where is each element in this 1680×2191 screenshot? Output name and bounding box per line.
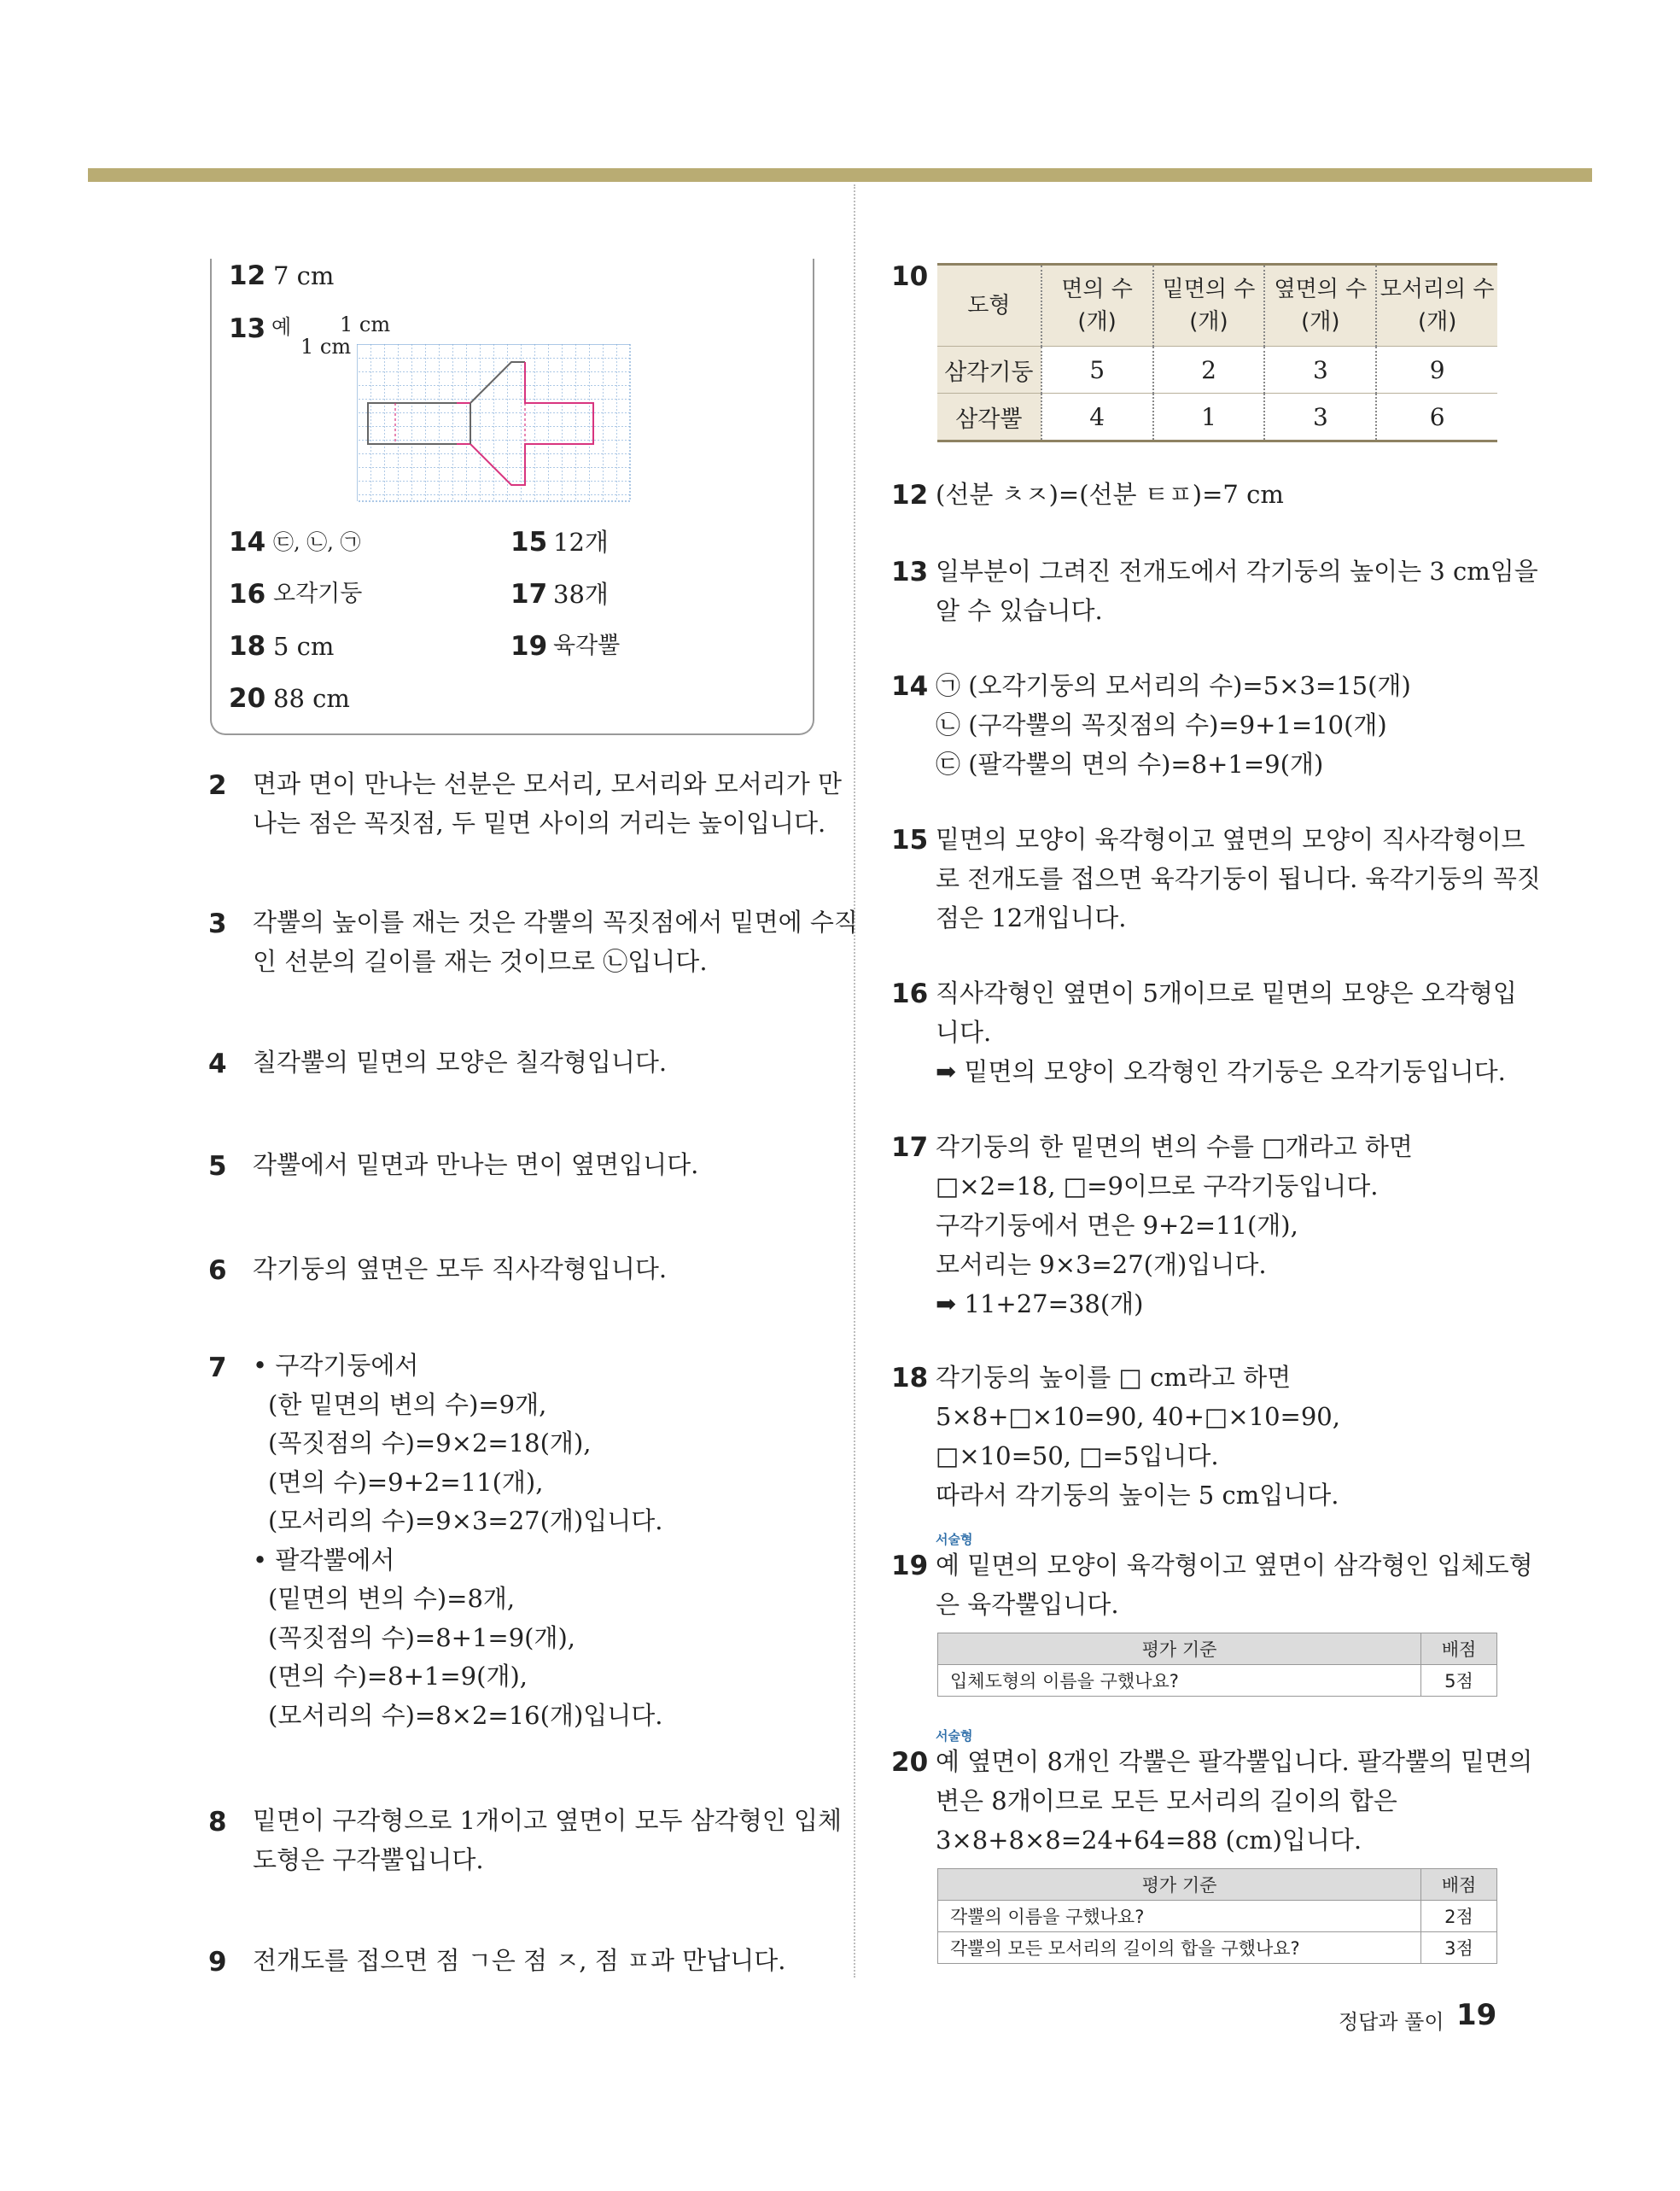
question-number: 7 bbox=[208, 1353, 227, 1383]
answer-text: 12개 bbox=[553, 528, 609, 557]
answer-text: 오각기둥 bbox=[273, 581, 363, 607]
table-cell: 1 bbox=[1153, 394, 1265, 441]
page-number: 19 bbox=[1456, 1998, 1497, 2032]
question-number: 12 bbox=[891, 480, 929, 511]
table-header: 평가 기준 bbox=[938, 1633, 1421, 1665]
table-cell: 3 bbox=[1264, 347, 1376, 394]
answer-number: 13 bbox=[229, 313, 266, 344]
descriptive-tag: 서술형 bbox=[936, 1532, 973, 1547]
scoring-table bbox=[937, 1868, 1497, 1964]
answer-text: 88 cm bbox=[273, 684, 350, 713]
table-row bbox=[938, 1932, 1497, 1964]
answer-number: 20 bbox=[229, 683, 266, 714]
table-cell: 3점 bbox=[1421, 1932, 1497, 1964]
table-cell: 각뿔의 모든 모서리의 길이의 합을 구했나요? bbox=[938, 1932, 1421, 1964]
answer-text: 7 cm bbox=[273, 261, 335, 290]
table-cell: 9 bbox=[1376, 347, 1497, 394]
table-header: 옆면의 수 (개) bbox=[1264, 265, 1376, 347]
table-cell: 5 bbox=[1041, 347, 1153, 394]
answer-number: 15 bbox=[510, 527, 548, 558]
table-cell: 5점 bbox=[1421, 1665, 1497, 1697]
table-cell: 삼각기둥 bbox=[937, 347, 1041, 394]
question-number: 18 bbox=[891, 1363, 929, 1393]
table-row bbox=[938, 1901, 1497, 1932]
table-cell: 6 bbox=[1376, 394, 1497, 441]
table-header: 배점 bbox=[1421, 1869, 1497, 1901]
table-cell: 4 bbox=[1041, 394, 1153, 441]
top-accent-bar bbox=[88, 168, 1592, 182]
answer-number: 16 bbox=[229, 579, 266, 610]
table-header: 면의 수 (개) bbox=[1041, 265, 1153, 347]
net-diagram bbox=[357, 344, 632, 503]
table-cell: 입체도형의 이름을 구했나요? bbox=[938, 1665, 1421, 1697]
net-label-left: 1 cm bbox=[300, 335, 352, 359]
face-count-table bbox=[937, 263, 1497, 442]
answer-text: ㉢, ㉡, ㉠ bbox=[273, 530, 361, 554]
table-header: 배점 bbox=[1421, 1633, 1497, 1665]
table-cell: 3 bbox=[1264, 394, 1376, 441]
question-number: 16 bbox=[891, 979, 929, 1009]
explanation-text: 각뿔의 높이를 재는 것은 각뿔의 꼭짓점에서 밑면에 수직 인 선분의 길이를 재는 것이므로 ㉡입니다. bbox=[253, 908, 858, 976]
table-row bbox=[937, 347, 1497, 394]
table-cell: 삼각뿔 bbox=[937, 394, 1041, 441]
question-number: 20 bbox=[891, 1747, 929, 1778]
explanation-text: 각기둥의 옆면은 모두 직사각형입니다. bbox=[253, 1254, 668, 1283]
explanation-text: 예 밑면의 모양이 육각형이고 옆면이 삼각형인 입체도형 은 육각뿔입니다. bbox=[936, 1551, 1533, 1619]
answer-number: 14 bbox=[229, 527, 266, 558]
question-number: 3 bbox=[208, 909, 227, 939]
question-number: 9 bbox=[208, 1947, 227, 1978]
answer-number: 19 bbox=[510, 631, 548, 662]
explanation-text: 일부분이 그려진 전개도에서 각기둥의 높이는 3 cm임을 알 수 있습니다. bbox=[936, 557, 1538, 625]
table-header: 도형 bbox=[937, 265, 1041, 347]
explanation-text: 밑면이 구각형으로 1개이고 옆면이 모두 삼각형인 입체 도형은 구각뿔입니다. bbox=[253, 1806, 843, 1874]
answer-number: 18 bbox=[229, 631, 266, 662]
table-header: 평가 기준 bbox=[938, 1869, 1421, 1901]
explanation-text: 밑면의 모양이 육각형이고 옆면의 모양이 직사각형이므 로 전개도를 접으면 육각기둥이 됩니다. 육각기둥의 꼭짓 점은 12개입니다. bbox=[936, 825, 1541, 932]
question-number: 14 bbox=[891, 671, 929, 702]
answer-text: 5 cm bbox=[273, 632, 335, 661]
table-cell: 2점 bbox=[1421, 1901, 1497, 1932]
explanation-text: 전개도를 접으면 점 ㄱ은 점 ㅈ, 점 ㅍ과 만납니다. bbox=[253, 1946, 786, 1975]
table-cell: 2 bbox=[1153, 347, 1265, 394]
answer-text: 육각뿔 bbox=[553, 633, 621, 659]
table-row bbox=[938, 1665, 1497, 1697]
explanation-text: (선분 ㅊㅈ)=(선분 ㅌㅍ)=7 cm bbox=[936, 480, 1284, 509]
table-row bbox=[937, 394, 1497, 441]
explanation-text: 각기둥의 한 밑면의 변의 수를 □개라고 하면 □×2=18, □=9이므로 구각기둥입니다. 구각기둥에서 면은 9+2=11(개), 모서리는 9×3=27(개)입니다. ➡ 11+27=38(개) bbox=[936, 1132, 1413, 1318]
answer-text: 38개 bbox=[553, 580, 609, 609]
question-number: 13 bbox=[891, 557, 929, 587]
question-number: 8 bbox=[208, 1807, 227, 1838]
descriptive-tag: 서술형 bbox=[936, 1728, 973, 1744]
explanation-text: 각뿔에서 밑면과 만나는 면이 옆면입니다. bbox=[253, 1150, 699, 1179]
question-number: 2 bbox=[208, 770, 227, 801]
explanation-text: 예 옆면이 8개인 각뿔은 팔각뿔입니다. 팔각뿔의 밑면의 변은 8개이므로 모든 모서리의 길이의 합은 3×8+8×8=24+64=88 (cm)입니다. bbox=[936, 1747, 1533, 1855]
explanation-text: 칠각뿔의 밑면의 모양은 칠각형입니다. bbox=[253, 1048, 668, 1077]
answer-number: 12 bbox=[229, 260, 266, 291]
question-number: 15 bbox=[891, 825, 929, 856]
column-divider bbox=[854, 184, 855, 1978]
table-cell: 각뿔의 이름을 구했나요? bbox=[938, 1901, 1421, 1932]
explanation-text: ㉠ (오각기둥의 모서리의 수)=5×3=15(개) ㉡ (구각뿔의 꼭짓점의 수)=9+1=10(개) ㉢ (팔각뿔의 면의 수)=8+1=9(개) bbox=[936, 671, 1411, 779]
net-label-top: 1 cm bbox=[340, 313, 391, 336]
explanation-text: 직사각형인 옆면이 5개이므로 밑면의 모양은 오각형입 니다. ➡ 밑면의 모양이 오각형인 각기둥은 오각기둥입니다. bbox=[936, 979, 1517, 1086]
answer-number: 17 bbox=[510, 579, 548, 610]
example-mark: 예 bbox=[271, 315, 292, 339]
question-number: 10 bbox=[891, 261, 929, 292]
question-number: 6 bbox=[208, 1255, 227, 1286]
question-number: 5 bbox=[208, 1151, 227, 1182]
question-number: 19 bbox=[891, 1551, 929, 1581]
table-header: 모서리의 수 (개) bbox=[1376, 265, 1497, 347]
question-number: 4 bbox=[208, 1049, 227, 1079]
scoring-table bbox=[937, 1633, 1497, 1697]
table-header: 밑면의 수 (개) bbox=[1153, 265, 1265, 347]
question-number: 17 bbox=[891, 1132, 929, 1163]
explanation-text: 각기둥의 높이를 □ cm라고 하면 5×8+□×10=90, 40+□×10=90, □×10=50, □=5입니다. 따라서 각기둥의 높이는 5 cm입니다. bbox=[936, 1363, 1340, 1510]
explanation-text: 면과 면이 만나는 선분은 모서리, 모서리와 모서리가 만 나는 점은 꼭짓점, 두 밑면 사이의 거리는 높이입니다. bbox=[253, 769, 843, 838]
footer-label: 정답과 풀이 bbox=[1339, 2010, 1444, 2034]
explanation-text: • 구각기둥에서 (한 밑면의 변의 수)=9개, (꼭짓점의 수)=9×2=18(개), (면의 수)=9+2=11(개), (모서리의 수)=9×3=27(개)입니다. • 팔각뿔에서 (밑면의 변의 수)=8개, (꼭짓점의 수)=8+1=9(개), (면의 수)=8+1=9(개), (모서리의 수)=8×2=16(개)입니다. bbox=[253, 1351, 663, 1730]
